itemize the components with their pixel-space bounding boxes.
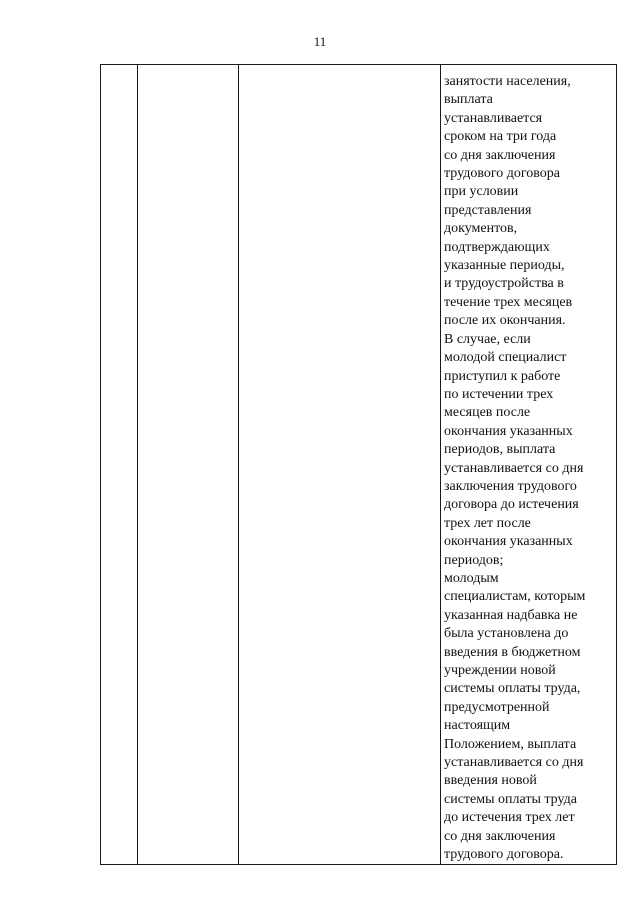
table-cell-col1	[101, 65, 138, 865]
document-table	[100, 64, 617, 865]
table-row	[101, 65, 617, 865]
payment-conditions-text: занятости населения, выплата устанавливается сроком на три года со дня заключения трудового договора при условии представления документов, подтверждающих указанные периоды, и трудоустройства в течение трех месяцев после их окончания. В случае, если молодой специалист приступил к работе по истечении трех месяцев после окончания указанных периодов, выплата устанавливается со дня заключения трудового договора до истечения трех лет после окончания указанных периодов; молодым специалистам, которым указанная надбавка не была установлена до введения в бюджетном учреждении новой системы оплаты труда, предусмотренной настоящим Положением, выплата устанавливается со дня введения новой системы оплаты труда до истечения трех лет со дня заключения трудового договора.	[444, 74, 586, 863]
table-cell-col3	[239, 65, 441, 865]
page-number: 11	[313, 34, 327, 49]
table-cell-col2	[138, 65, 239, 865]
table-cell-col4	[441, 65, 617, 865]
